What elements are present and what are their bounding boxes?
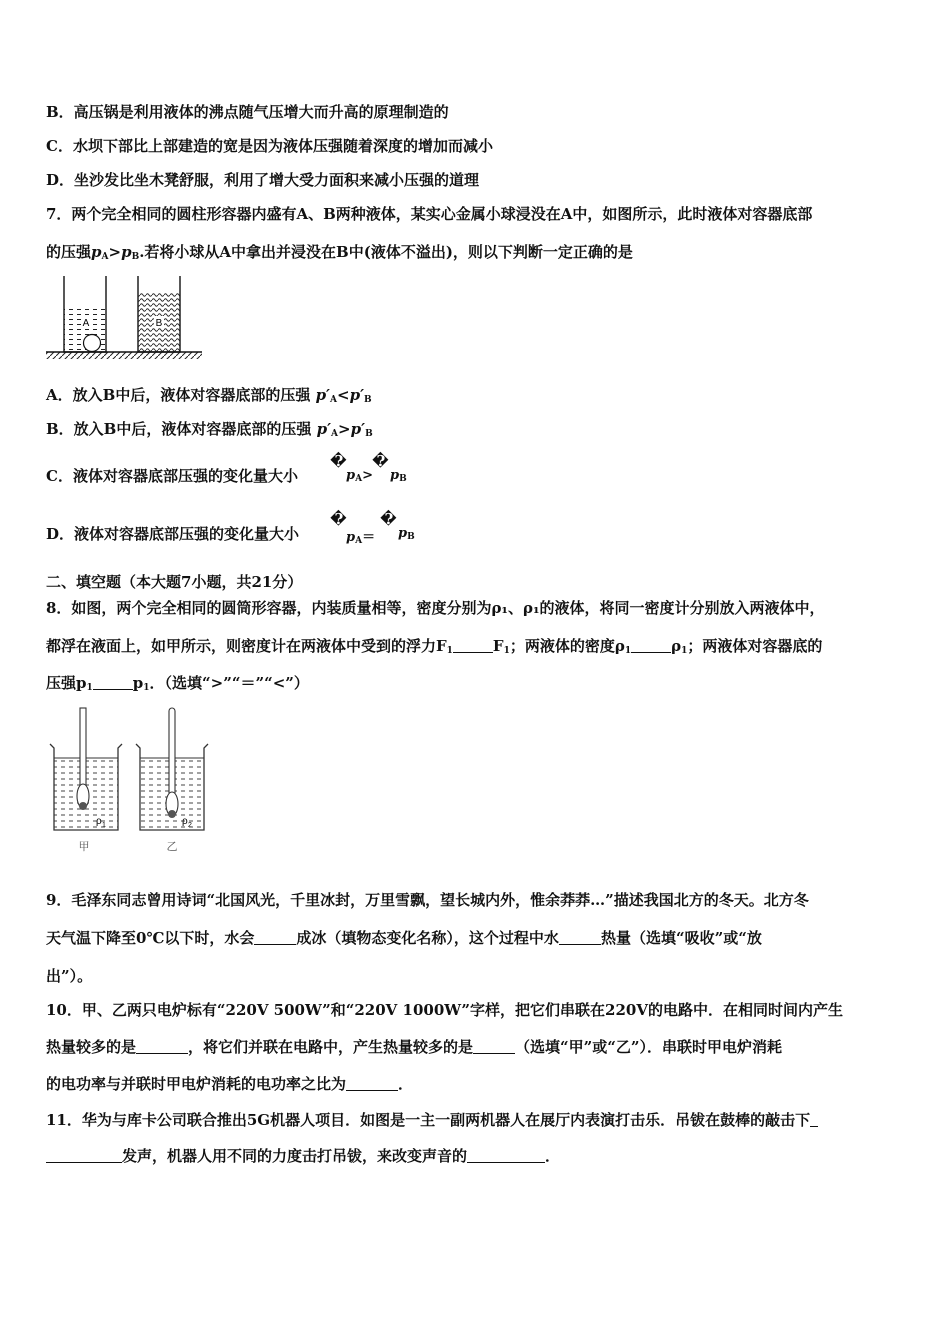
q11-line2: 发声，机器人用不同的力度击打吊钹，来改变声音的 ． <box>46 1146 560 1166</box>
q7-stem-line1: 7．两个完全相同的圆柱形容器内盛有A、B两种液体，某实心金属小球浸没在A中，如图所示，此时液体对容器底部 <box>46 205 813 223</box>
ground <box>46 352 202 359</box>
q7-c-expr-b: $p_B$ <box>390 468 407 484</box>
q7-d-expr-b: $p_B$ <box>398 526 415 542</box>
delta-icon: � <box>330 510 347 528</box>
rho-sub-2: 2 <box>188 822 192 829</box>
blank <box>453 638 493 653</box>
blank <box>810 1112 818 1127</box>
rho-label-2: ρ <box>182 816 188 827</box>
hydrometer-jia <box>80 708 86 786</box>
q10-line3: 的电功率与并联时甲电炉消耗的电功率之比为 ． <box>46 1075 414 1093</box>
q8-line3: 压强$p_1$ $p_1$．（选填“>”“＝”“<”） <box>46 674 309 693</box>
metal-ball <box>84 335 101 352</box>
q10-line1: 10．甲、乙两只电炉标有“220V 500W”和“220V 1000W”字样，把它们串联在220V的电路中．在相同时间内产生 <box>46 1001 843 1019</box>
label-a: A <box>82 318 90 329</box>
q11-line1: 11．华为与库卡公司联合推出5G机器人项目．如图是一主一副两机器人在展厅内表演打击乐．吊钹在鼓棒的敲击下 <box>46 1110 818 1130</box>
rho-label-1: ρ <box>96 816 102 827</box>
q9-line1: 9．毛泽东同志曾用诗词“北国风光，千里冰封，万里雪飘，望长城内外，惟余莽莽…”描述我国北方的冬天。北方冬 <box>46 891 809 909</box>
q9-line2: 天气温下降至0℃以下时，水会 成冰（填物态变化名称），这个过程中水 热量（选填“吸收”或“放 <box>46 929 762 947</box>
blank <box>473 1039 515 1054</box>
blank <box>346 1076 398 1091</box>
q7-d-expr: $p_A=$ <box>346 530 376 546</box>
q7-option-c: C．液体对容器底部压强的变化量大小 <box>46 467 298 485</box>
q7-option-a: A．放入B中后，液体对容器底部的压强 $p'_A<p'_B$ <box>46 386 372 405</box>
q7-option-d: D．液体对容器底部压强的变化量大小 <box>46 525 300 543</box>
q8-hydrometer-figure <box>44 704 214 856</box>
blank <box>136 1039 188 1054</box>
blank <box>467 1148 545 1163</box>
blank <box>46 1148 122 1163</box>
q7-c-expr: $p_A>$ <box>346 468 373 484</box>
q8-line1: 8．如图，两个完全相同的圆筒形容器，内装质量相等，密度分别为ρ₁、ρ₁的液体，将同一密度计分别放入两液体中， <box>46 599 825 617</box>
q6-option-b: B．高压锅是利用液体的沸点随气压增大而升高的原理制造的 <box>46 103 449 121</box>
label-yi: 乙 <box>166 841 178 853</box>
blank <box>254 930 296 945</box>
q10-line2: 热量较多的是 ，将它们并联在电路中，产生热量较多的是 （选填“甲”或“乙”）．串联时甲电炉消耗 <box>46 1038 783 1056</box>
rho-sub-1: 1 <box>102 822 106 829</box>
q7-stem-line2: 的压强$p_A>p_B$.若将小球从A中拿出并浸没在B中(液体不溢出)，则以下判断一定正确的是 <box>46 243 633 262</box>
blank <box>631 638 671 653</box>
label-b: B <box>155 318 163 329</box>
q6-option-c: C．水坝下部比上部建造的宽是因为液体压强随着深度的增加而减小 <box>46 137 493 155</box>
delta-icon: � <box>380 510 397 528</box>
hydrometer-yi <box>169 708 175 796</box>
delta-icon: � <box>330 452 347 470</box>
q8-line2: 都浮在液面上，如甲所示，则密度计在两液体中受到的浮力$F_1$ $F_1$；两液体的密度$\rho_1$ $\rho_1$；两液体对容器底的 <box>46 637 823 656</box>
q9-line3: 出”）。 <box>46 967 93 985</box>
delta-icon: � <box>372 452 389 470</box>
blank <box>93 675 133 690</box>
q7-containers-figure <box>44 272 204 366</box>
label-jia: 甲 <box>78 841 90 853</box>
section-heading: 二、填空题（本大题7小题，共21分） <box>46 573 303 591</box>
blank <box>559 930 601 945</box>
q6-option-d: D．坐沙发比坐木凳舒服，利用了增大受力面积来减小压强的道理 <box>46 171 480 189</box>
q7-option-b: B．放入B中后，液体对容器底部的压强 $p'_A>p'_B$ <box>46 420 373 439</box>
